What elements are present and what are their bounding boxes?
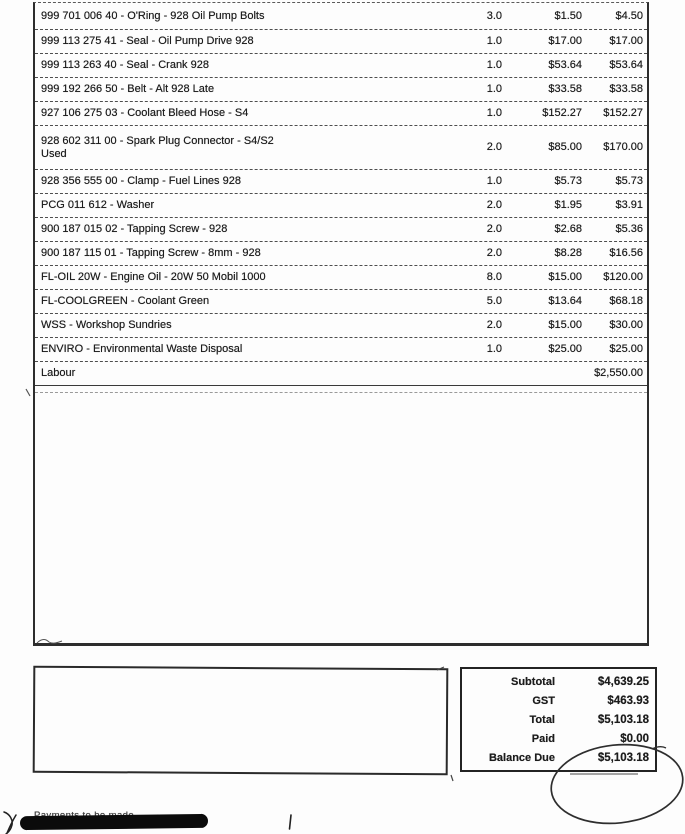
- invoice-table: [33, 2, 649, 646]
- item-amount: $17.00: [609, 35, 643, 47]
- item-description-line1: FL-COOLGREEN - Coolant Green: [41, 295, 210, 307]
- item-description: [35, 135, 444, 161]
- item-amount: $170.00: [603, 141, 643, 153]
- item-description: [35, 199, 444, 212]
- table-row: [35, 54, 647, 78]
- handwritten-lambda-mark: [4, 812, 16, 834]
- item-description: [35, 223, 444, 236]
- item-unit-price: $8.28: [554, 247, 582, 259]
- item-unit-price: $53.64: [548, 59, 582, 71]
- table-row: [35, 102, 647, 126]
- item-quantity: 2.0: [486, 319, 502, 331]
- totals-label: Balance Due: [488, 751, 555, 764]
- table-row: [35, 218, 647, 242]
- table-row: [35, 266, 647, 290]
- item-quantity: 2.0: [486, 199, 502, 211]
- table-row: [35, 362, 647, 386]
- item-description-line1: 999 701 006 40 - O'Ring - 928 Oil Pump Bolts: [41, 9, 265, 22]
- item-description-line1: 900 187 015 02 - Tapping Screw - 928: [41, 223, 228, 235]
- table-row: [35, 338, 647, 362]
- item-unit-price: $17.00: [548, 35, 582, 47]
- item-unit-price: $13.64: [548, 295, 582, 307]
- item-unit-price: $15.00: [548, 271, 582, 283]
- item-description-line2: Used: [41, 147, 67, 160]
- totals-value: $4,639.25: [597, 675, 649, 688]
- table-row: [35, 126, 647, 170]
- totals-label: Subtotal: [511, 675, 555, 688]
- item-description-line1: PCG 011 612 - Washer: [41, 199, 155, 211]
- item-unit-price: $25.00: [548, 343, 582, 355]
- item-description-line1: WSS - Workshop Sundries: [41, 319, 172, 331]
- item-quantity: 1.0: [486, 59, 502, 71]
- item-quantity: 8.0: [486, 271, 502, 283]
- item-amount: $152.27: [603, 107, 643, 119]
- item-unit-price: $1.95: [554, 199, 582, 211]
- totals-row: [462, 733, 655, 745]
- item-description: [35, 319, 444, 332]
- item-amount: $5.36: [615, 223, 643, 235]
- totals-row: [462, 714, 655, 726]
- table-row: [35, 30, 647, 54]
- table-row: [35, 170, 647, 194]
- item-description: [35, 35, 444, 48]
- item-unit-price: $33.58: [548, 83, 582, 95]
- scan-apostrophe-artifact: [451, 775, 453, 781]
- item-description-line1: 900 187 115 01 - Tapping Screw - 8mm - 928: [41, 247, 261, 259]
- item-quantity: 2.0: [486, 247, 502, 259]
- item-quantity: 2.0: [486, 223, 502, 235]
- item-amount: $120.00: [603, 271, 643, 283]
- item-description: [35, 295, 444, 308]
- totals-label: GST: [532, 694, 555, 707]
- item-amount: $16.56: [609, 247, 643, 259]
- table-row: [35, 242, 647, 266]
- item-description-line1: 999 113 275 41 - Seal - Oil Pump Drive 928: [41, 35, 254, 47]
- item-amount: $33.58: [609, 83, 643, 95]
- totals-value: $0.00: [620, 732, 649, 745]
- totals-value: $463.93: [607, 694, 649, 707]
- totals-row: [462, 676, 655, 688]
- item-unit-price: $85.00: [548, 141, 582, 153]
- scan-tick-mark: [26, 389, 30, 396]
- item-quantity: 1.0: [486, 343, 502, 355]
- table-row: [35, 194, 647, 218]
- item-description: [35, 10, 444, 23]
- item-description: [35, 247, 444, 260]
- table-row: [35, 314, 647, 338]
- item-quantity: 2.0: [486, 141, 502, 153]
- item-quantity: 5.0: [486, 295, 502, 307]
- item-description-line1: 927 106 275 03 - Coolant Bleed Hose - S4: [41, 107, 249, 119]
- item-quantity: 1.0: [486, 175, 502, 187]
- item-description: [35, 271, 444, 284]
- item-unit-price: $2.68: [554, 223, 582, 235]
- table-row: [35, 78, 647, 102]
- item-description-line1: Labour: [41, 367, 76, 379]
- item-description-line1: 999 113 263 40 - Seal - Crank 928: [41, 59, 209, 71]
- totals-row: [462, 695, 655, 707]
- item-amount: $2,550.00: [594, 367, 643, 379]
- item-description-line1: ENVIRO - Environmental Waste Disposal: [41, 343, 243, 355]
- table-row: [35, 3, 647, 30]
- item-amount: $5.73: [615, 175, 643, 187]
- item-amount: $4.50: [615, 9, 643, 22]
- notes-box: [33, 666, 449, 776]
- item-unit-price: $5.73: [554, 175, 582, 187]
- totals-box: [460, 667, 657, 772]
- item-quantity: 1.0: [486, 83, 502, 95]
- item-quantity: 1.0: [486, 35, 502, 47]
- totals-label: Paid: [531, 732, 555, 745]
- item-description-line1: 928 602 311 00 - Spark Plug Connector - S4/S2: [41, 134, 274, 147]
- invoice-rows: [35, 3, 647, 386]
- totals-value: $5,103.18: [597, 751, 649, 764]
- redaction-bar: [20, 814, 208, 830]
- item-amount: $25.00: [609, 343, 643, 355]
- item-amount: $53.64: [609, 59, 643, 71]
- item-unit-price: $152.27: [542, 107, 582, 119]
- item-description: [35, 343, 444, 356]
- item-unit-price: $1.50: [554, 9, 582, 22]
- item-description-line1: 928 356 555 00 - Clamp - Fuel Lines 928: [41, 175, 241, 187]
- item-description: [35, 175, 444, 188]
- item-unit-price: $15.00: [548, 319, 582, 331]
- totals-row: [462, 752, 655, 764]
- item-description-line1: 999 192 266 50 - Belt - Alt 928 Late: [41, 83, 215, 95]
- item-description: [35, 107, 444, 120]
- table-row: [35, 290, 647, 314]
- totals-value: $5,103.18: [597, 713, 649, 726]
- item-description-line1: FL-OIL 20W - Engine Oil - 20W 50 Mobil 1000: [41, 271, 266, 283]
- item-description: [35, 59, 444, 72]
- totals-label: Total: [529, 713, 555, 726]
- item-amount: $68.18: [609, 295, 643, 307]
- item-description: [35, 83, 444, 96]
- handwritten-stroke-mark: [290, 815, 292, 829]
- item-quantity: 3.0: [486, 9, 502, 22]
- item-amount: $3.91: [615, 199, 643, 211]
- item-description: [35, 367, 444, 380]
- item-quantity: 1.0: [486, 107, 502, 119]
- item-amount: $30.00: [609, 319, 643, 331]
- table-divider-line: [35, 392, 647, 393]
